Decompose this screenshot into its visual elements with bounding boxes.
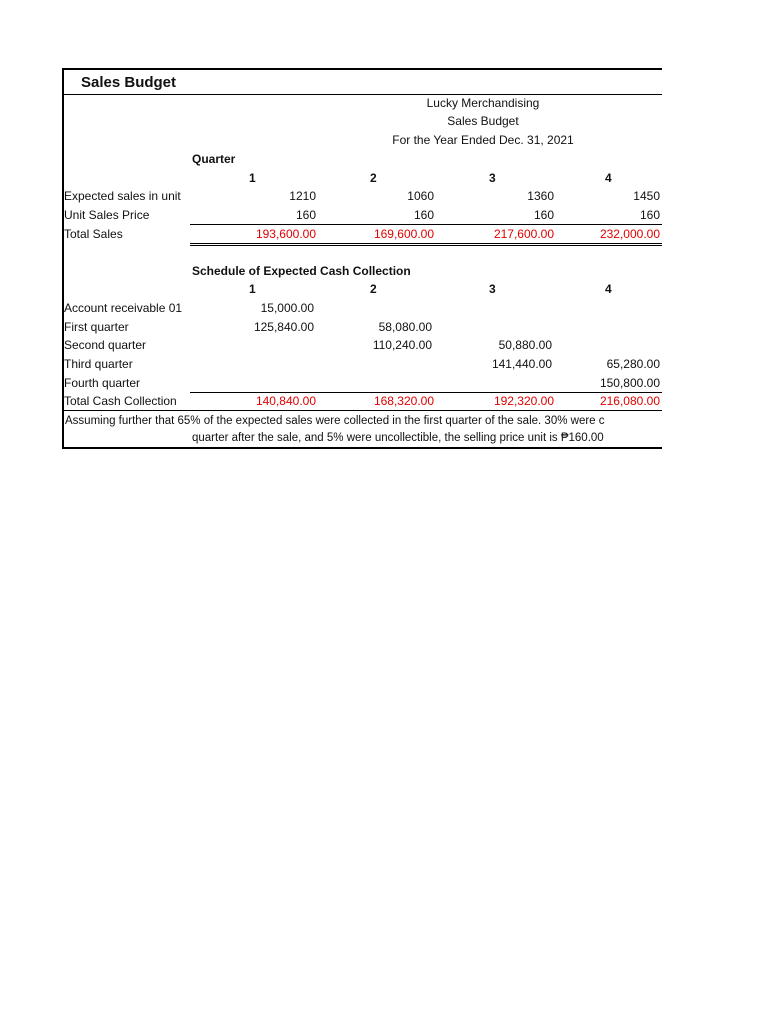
sheet-title: Sales Budget	[81, 74, 177, 91]
quarter-heading: 1	[249, 171, 256, 185]
collection-cell: 150,800.00	[599, 376, 660, 390]
report-name: Sales Budget	[447, 114, 519, 128]
row-label: First quarter	[64, 320, 129, 334]
row-label: Third quarter	[64, 357, 133, 371]
collection-cell: 125,840.00	[253, 320, 314, 334]
subtotal-rule	[190, 224, 662, 225]
total-sales-cell: 217,600.00	[493, 227, 554, 241]
row-label: Second quarter	[64, 338, 147, 352]
row-label: Expected sales in unit	[64, 189, 181, 203]
total-collection-cell: 140,840.00	[255, 394, 316, 408]
collection-title: Schedule of Expected Cash Collection	[192, 264, 411, 278]
total-collection-cell: 168,320.00	[373, 394, 434, 408]
report-period: For the Year Ended Dec. 31, 2021	[392, 133, 574, 147]
note-divider	[64, 410, 662, 411]
budget-cell: 160	[639, 208, 660, 222]
total-rule	[190, 243, 662, 244]
row-label: Fourth quarter	[64, 376, 141, 390]
budget-cell: 1060	[407, 189, 434, 203]
note-line-2: quarter after the sale, and 5% were uncollectible, the selling price unit is ₱160.00	[192, 432, 604, 444]
quarter-heading: 3	[489, 282, 496, 296]
quarter-heading: 4	[605, 171, 612, 185]
budget-cell: 160	[533, 208, 554, 222]
total-sales-label: Total Sales	[64, 227, 123, 241]
quarter-heading: 2	[370, 282, 377, 296]
budget-cell: 160	[413, 208, 434, 222]
budget-cell: 1360	[527, 189, 554, 203]
total-sales-cell: 232,000.00	[599, 227, 660, 241]
collection-cell: 50,880.00	[498, 338, 552, 352]
note-line-1: Assuming further that 65% of the expected sales were collected in the first quarter of the sale. 30% were c	[65, 415, 605, 427]
quarter-heading: 4	[605, 282, 612, 296]
total-collection-cell: 216,080.00	[599, 394, 660, 408]
quarter-heading: 1	[249, 282, 256, 296]
company-name: Lucky Merchandising	[426, 96, 540, 110]
row-label: Account receivable 01	[64, 301, 183, 315]
quarter-heading: 2	[370, 171, 377, 185]
collection-cell: 65,280.00	[606, 357, 660, 371]
collection-cell: 15,000.00	[260, 301, 314, 315]
total-sales-cell: 193,600.00	[255, 227, 316, 241]
budget-cell: 160	[295, 208, 316, 222]
collection-cell: 141,440.00	[491, 357, 552, 371]
collection-cell: 110,240.00	[372, 338, 432, 352]
total-sales-cell: 169,600.00	[373, 227, 434, 241]
total-collection-cell: 192,320.00	[493, 394, 554, 408]
quarter-heading: 3	[489, 171, 496, 185]
spreadsheet	[62, 68, 662, 449]
total-rule-double	[190, 245, 662, 246]
collection-cell: 58,080.00	[378, 320, 432, 334]
budget-cell: 1450	[633, 189, 660, 203]
budget-cell: 1210	[289, 189, 316, 203]
quarter-label: Quarter	[192, 152, 236, 166]
row-label: Unit Sales Price	[64, 208, 150, 222]
total-collection-label: Total Cash Collection	[64, 394, 177, 408]
